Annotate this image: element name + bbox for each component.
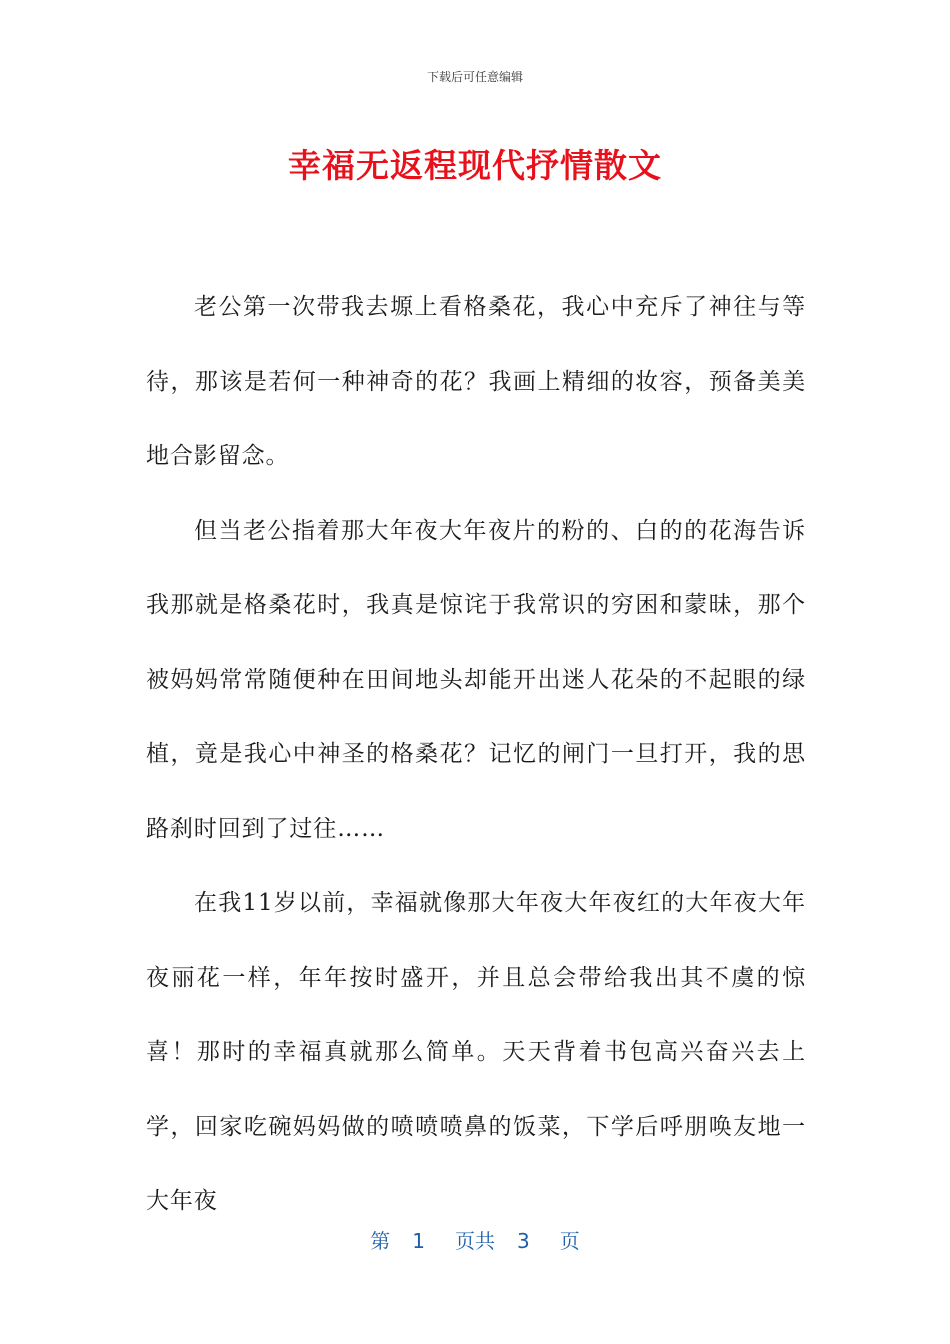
document-title: 幸福无返程现代抒情散文 (288, 146, 662, 185)
document-body (146, 270, 806, 1239)
footer-current-page: 1 (412, 1229, 425, 1253)
page-header: 下载后可任意编辑 (426, 70, 523, 84)
footer-prefix: 第 (370, 1229, 391, 1253)
page-footer (0, 1225, 950, 1254)
footer-total-pages: 3 (517, 1229, 530, 1253)
paragraph-2: 但当老公指着那大年夜大年夜片的粉的、白的的花海告诉我那就是格桑花时，我真是惊诧于我常识的穷困和蒙昧，那个被妈妈常常随便种在田间地头却能开出迷人花朵的不起眼的绿植，竟是我心中神圣的格桑花？记忆的闸门一旦打开，我的思路刹时回到了过往…… (146, 517, 806, 842)
paragraph-3: 在我11岁以前，幸福就像那大年夜大年夜红的大年夜大年夜丽花一样，年年按时盛开，并且总会带给我出其不虞的惊喜！那时的幸福真就那么简单。天天背着书包高兴奋兴去上学，回家吃碗妈妈做的喷喷喷鼻的饭菜，下学后呼朋唤友地一大年夜 (146, 890, 806, 1214)
paragraph-1: 老公第一次带我去塬上看格桑花，我心中充斥了神往与等待，那该是若何一种神奇的花？我画上精细的妆容，预备美美地合影留念。 (146, 294, 806, 469)
footer-suffix: 页 (559, 1229, 580, 1253)
footer-middle: 页共 (455, 1229, 495, 1253)
